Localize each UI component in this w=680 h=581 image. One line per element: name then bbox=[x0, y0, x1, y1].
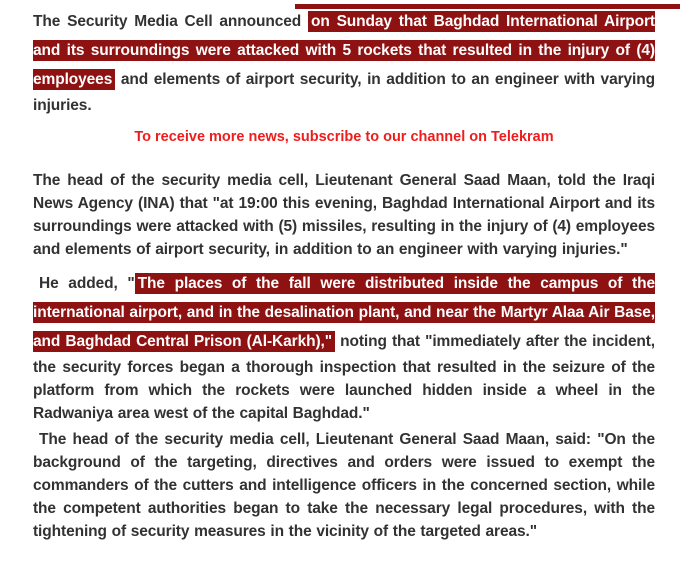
paragraph-announcement-post: and elements of airport security, in addition to an engineer with varying injuries. bbox=[33, 71, 655, 114]
telegram-channel-promo-link[interactable]: To receive more news, subscribe to our channel on Telekram bbox=[134, 129, 554, 145]
paragraph-legal-procedures: The head of the security media cell, Lieutenant General Saad Maan, said: "On the background of the targeting, directives and orders were issued to exempt the commanders of the cutters and intelligence officers in the concerned section, while the competent authorities began to take the necessary legal procedures, with the tightening of security measures in the vicinity of the targeted areas." bbox=[33, 431, 655, 540]
paragraph-announcement-pre: The Security Media Cell announced bbox=[33, 13, 308, 30]
highlighted-text-rocket-attack: on Sunday that Baghdad International Airport and its surroundings were attacked with 5 rockets that resulted in the injury of (4) employees bbox=[33, 13, 655, 88]
cutoff-highlight-strip bbox=[295, 4, 680, 9]
paragraph-he-added-post: noting that "immediately after the incident, the security forces began a thorough inspection that resulted in the seizure of the platform from which the rockets were launched hidden inside a wheel in the Radwaniya area west of the capital Baghdad." bbox=[33, 333, 655, 422]
highlighted-text-impact-locations: The places of the fall were distributed inside the campus of the international airport, and in the desalination plant, and near the Martyr Alaa Air Base, and Baghdad Central Prison (Al-Karkh)," bbox=[33, 275, 655, 350]
paragraph-announcement bbox=[33, 7, 655, 117]
paragraph-he-added bbox=[33, 269, 655, 425]
paragraph-he-added-pre: He added, " bbox=[39, 275, 135, 292]
paragraph-ina-statement: The head of the security media cell, Lieutenant General Saad Maan, told the Iraqi News Agency (INA) that "at 19:00 this evening, Baghdad International Airport and its surroundings were attacked with (5) missiles, resulting in the injury of (4) employees and elements of airport security, in addition to an engineer with varying injuries." bbox=[33, 172, 655, 258]
